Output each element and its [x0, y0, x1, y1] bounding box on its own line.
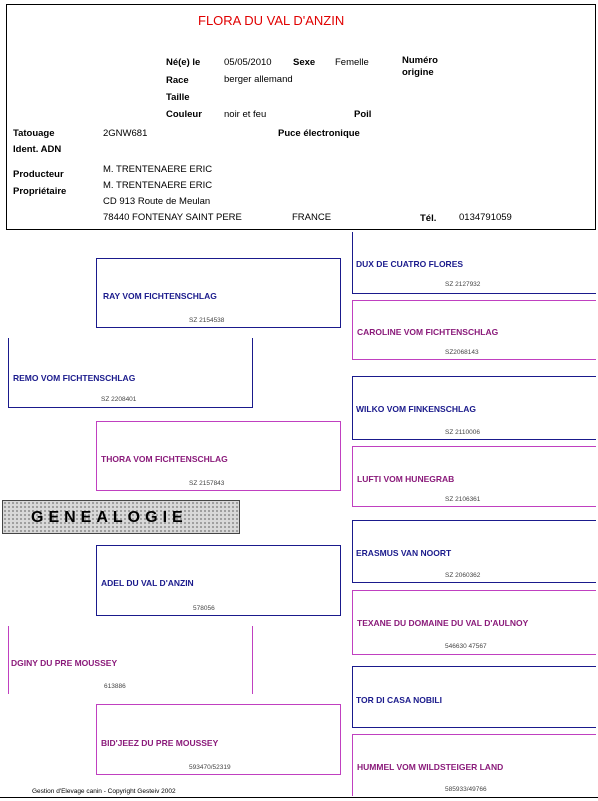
- pedigree-box-mfm: [352, 590, 596, 655]
- genealogy-banner: [2, 500, 240, 534]
- tattoo-label: Tatouage: [13, 128, 55, 139]
- fm-reg: SZ 2157843: [189, 480, 225, 487]
- dna-label: Ident. ADN: [13, 144, 62, 155]
- fff-reg: SZ 2127932: [445, 281, 481, 288]
- fff-name: DUX DE CUATRO FLORES: [356, 259, 464, 269]
- size-label: Taille: [166, 92, 190, 103]
- pedigree-box-mff: [352, 520, 596, 583]
- pedigree-box-ff: [96, 258, 341, 328]
- breed-value: berger allemand: [224, 74, 293, 85]
- sex-value: Femelle: [335, 57, 369, 68]
- pedigree-box-fmm: [352, 446, 596, 507]
- mmf-name: TOR DI CASA NOBILI: [356, 695, 442, 705]
- pedigree-box-fmf: [352, 376, 596, 440]
- mfm-name: TEXANE DU DOMAINE DU VAL D'AULNOY: [357, 618, 529, 628]
- owner-label: Propriétaire: [13, 186, 67, 197]
- father-reg: SZ 2208401: [101, 396, 137, 403]
- mm-name: BID'JEEZ DU PRE MOUSSEY: [101, 738, 219, 748]
- born-label: Né(e) le: [166, 57, 201, 68]
- mother-name: DGINY DU PRE MOUSSEY: [11, 658, 118, 668]
- fmm-reg: SZ 2106361: [445, 496, 481, 503]
- pedigree-box-mm: [96, 704, 341, 775]
- color-value: noir et feu: [224, 109, 267, 120]
- mfm-reg: 546630 47567: [445, 643, 487, 650]
- mf-name: ADEL DU VAL D'ANZIN: [101, 578, 194, 588]
- mf-reg: 578056: [193, 605, 215, 612]
- breed-label: Race: [166, 75, 189, 86]
- pedigree-box-father: [8, 338, 253, 408]
- ffm-reg: SZ2068143: [445, 349, 479, 356]
- pedigree-box-ffm: [352, 300, 596, 360]
- dog-title: FLORA DU VAL D'ANZIN: [198, 13, 345, 28]
- pedigree-box-fm: [96, 421, 341, 491]
- mm-reg: 593470/52319: [189, 764, 231, 771]
- fmm-name: LUFTI VOM HUNEGRAB: [357, 474, 455, 484]
- color-label: Couleur: [166, 109, 202, 120]
- footer-copyright: Gestion d'Elevage canin - Copyright Gesteiv 2002: [32, 788, 176, 795]
- ff-reg: SZ 2154538: [189, 317, 225, 324]
- mff-reg: SZ 2060362: [445, 572, 481, 579]
- born-value: 05/05/2010: [224, 57, 272, 68]
- mff-name: ERASMUS VAN NOORT: [356, 548, 452, 558]
- pedigree-box-mmm: [352, 734, 596, 796]
- tattoo-value: 2GNW681: [103, 128, 148, 139]
- tel-label: Tél.: [420, 213, 437, 224]
- fmf-name: WILKO VOM FINKENSCHLAG: [356, 404, 476, 414]
- bottom-divider: [0, 797, 598, 798]
- address-line1: CD 913 Route de Meulan: [103, 196, 211, 207]
- dog-info-panel: [6, 4, 596, 230]
- chip-label: Puce électronique: [278, 128, 360, 139]
- tel-value: 0134791059: [459, 212, 512, 223]
- fmf-reg: SZ 2110006: [445, 429, 480, 436]
- pedigree-box-mmf: [352, 666, 596, 728]
- origin-number-label: Numéro origine: [402, 55, 438, 78]
- ff-name: RAY VOM FICHTENSCHLAG: [103, 291, 217, 301]
- mother-reg: 613886: [104, 683, 126, 690]
- ffm-name: CAROLINE VOM FICHTENSCHLAG: [357, 327, 499, 337]
- producer-value: M. TRENTENAERE ERIC: [103, 164, 213, 175]
- address-line2: 78440 FONTENAY SAINT PERE: [103, 212, 242, 223]
- country-value: FRANCE: [292, 212, 332, 223]
- father-name: REMO VOM FICHTENSCHLAG: [13, 373, 136, 383]
- producer-label: Producteur: [13, 169, 64, 180]
- owner-value: M. TRENTENAERE ERIC: [103, 180, 213, 191]
- mmm-name: HUMMEL VOM WILDSTEIGER LAND: [357, 762, 504, 772]
- fm-name: THORA VOM FICHTENSCHLAG: [101, 454, 228, 464]
- coat-label: Poil: [354, 109, 372, 120]
- sex-label: Sexe: [293, 57, 316, 68]
- pedigree-box-mf: [96, 545, 341, 616]
- pedigree-box-fff: [352, 232, 596, 294]
- mmm-reg: 585933/49766: [445, 786, 487, 793]
- pedigree-box-mother: [8, 626, 253, 694]
- genealogy-banner-text: GENEALOGIE: [31, 509, 188, 526]
